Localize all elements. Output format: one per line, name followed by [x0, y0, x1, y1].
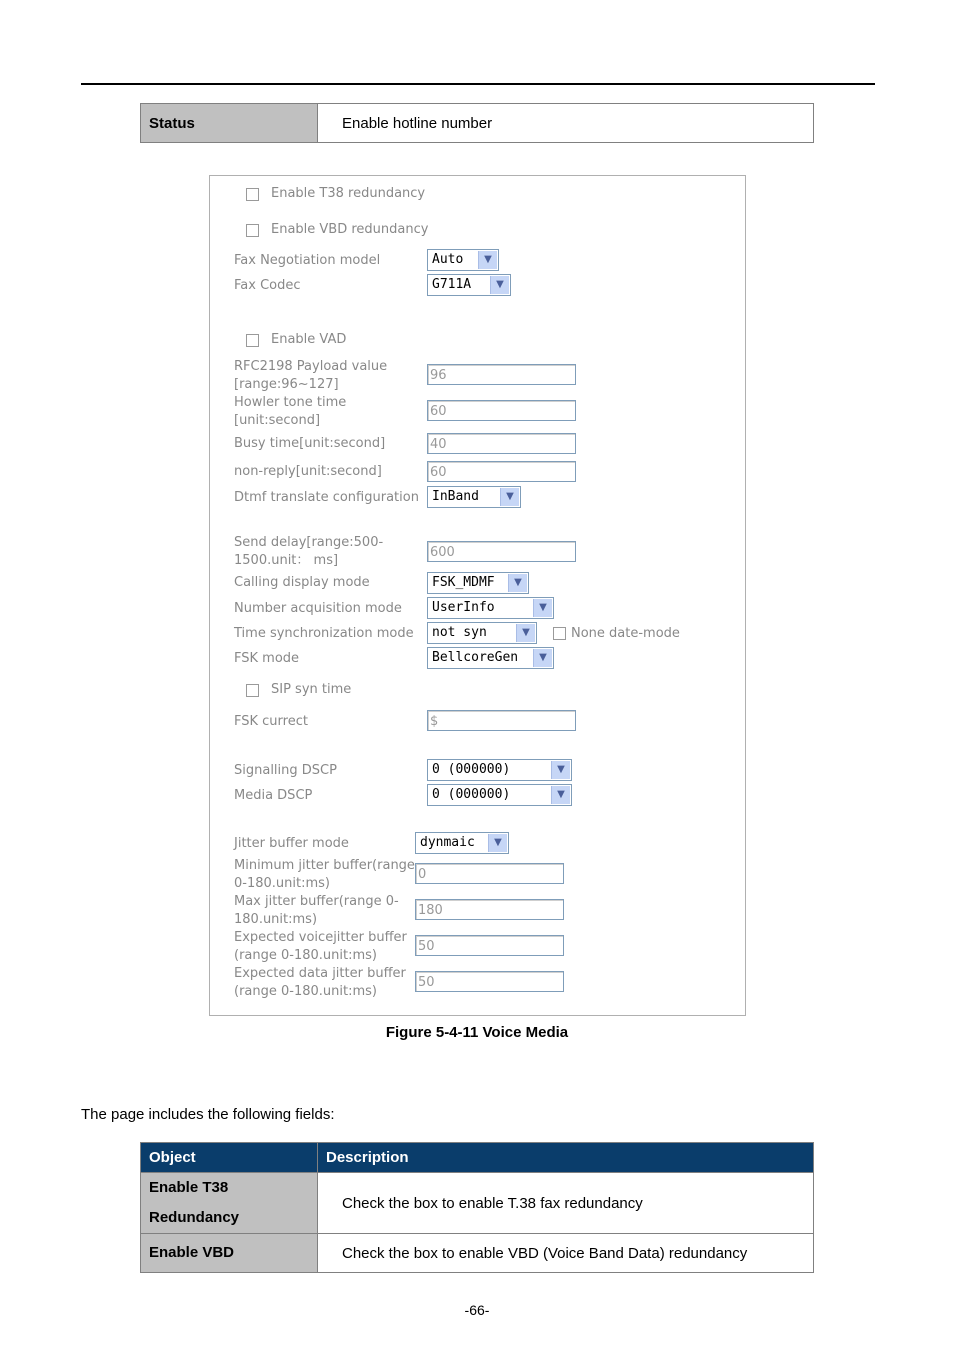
non-reply-input[interactable]: 60 [427, 461, 576, 482]
number-acquisition-select[interactable] [427, 597, 554, 619]
vad-checkbox[interactable] [246, 334, 259, 347]
status-table [140, 103, 814, 143]
chevron-down-icon: ▼ [508, 574, 527, 592]
vbd-checkbox-label: Enable VBD redundancy [271, 222, 429, 237]
rfc2198-label: RFC2198 Payload value [range:96~127] [234, 359, 388, 392]
fax-codec-label: Fax Codec [234, 278, 301, 293]
figure-caption: Figure 5-4-11 Voice Media [385, 1024, 569, 1041]
t38-checkbox-label: Enable T38 redundancy [271, 186, 426, 201]
calling-display-select[interactable] [427, 572, 529, 594]
non-reply-label: non-reply[unit:second] [234, 464, 382, 479]
chevron-down-icon: ▼ [533, 649, 552, 667]
none-date-checkbox[interactable] [553, 627, 566, 640]
expected-data-jitter-input[interactable]: 50 [415, 971, 564, 992]
chevron-down-icon: ▼ [551, 786, 570, 804]
expected-voice-jitter-input[interactable]: 50 [415, 935, 564, 956]
fax-negotiation-label: Fax Negotiation model [234, 253, 381, 268]
jitter-mode-label: Jitter buffer mode [234, 836, 349, 851]
fsk-currect-label: FSK currect [234, 714, 308, 729]
none-date-label: None date-mode [571, 626, 680, 641]
fsk-mode-select[interactable] [427, 647, 554, 669]
number-acquisition-label: Number acquisition mode [234, 601, 402, 616]
signalling-dscp-value: 0 (000000) [432, 762, 511, 777]
sip-syn-checkbox[interactable] [246, 684, 259, 697]
row-description: Check the box to enable VBD (Voice Band Data) redundancy [318, 1234, 814, 1273]
header-rule [81, 83, 875, 85]
chevron-down-icon: ▼ [516, 624, 535, 642]
sip-syn-label: SIP syn time [271, 682, 352, 697]
calling-display-value: FSK_MDMF [432, 575, 495, 590]
send-delay-label: Send delay[range:500- 1500.unit： ms] [234, 535, 384, 568]
table-row [141, 1234, 814, 1273]
media-dscp-label: Media DSCP [234, 788, 313, 803]
media-dscp-select[interactable] [427, 784, 572, 806]
row-object: Enable VBD [141, 1234, 318, 1273]
time-sync-select[interactable] [427, 622, 537, 644]
number-acquisition-value: UserInfo [432, 600, 495, 615]
table-row [141, 1173, 814, 1234]
chevron-down-icon: ▼ [488, 834, 507, 852]
page-number: -66- [464, 1302, 490, 1318]
status-value: Enable hotline number [318, 104, 814, 143]
dtmf-select[interactable] [427, 486, 521, 508]
send-delay-input[interactable]: 600 [427, 541, 576, 562]
header-object: Object [141, 1143, 318, 1173]
vbd-checkbox[interactable] [246, 224, 259, 237]
chevron-down-icon: ▼ [490, 276, 509, 294]
row-object: Enable T38 Redundancy [141, 1173, 318, 1234]
expected-data-jitter-label: Expected data jitter buffer (range 0-180.unit:ms) [234, 966, 406, 999]
fax-codec-select[interactable] [427, 274, 511, 296]
expected-voice-jitter-label: Expected voicejitter buffer (range 0-180.unit:ms) [234, 930, 407, 963]
howler-input[interactable]: 60 [427, 400, 576, 421]
max-jitter-label: Max jitter buffer(range 0- 180.unit:ms) [234, 894, 399, 927]
header-description: Description [318, 1143, 814, 1173]
intro-text: The page includes the following fields: [81, 1106, 335, 1123]
time-sync-value: not syn [432, 625, 487, 640]
jitter-mode-select[interactable] [415, 832, 509, 854]
time-sync-label: Time synchronization mode [234, 626, 414, 641]
chevron-down-icon: ▼ [533, 599, 552, 617]
fax-codec-value: G711A [432, 277, 472, 292]
rfc2198-input[interactable]: 96 [427, 364, 576, 385]
signalling-dscp-select[interactable] [427, 759, 572, 781]
max-jitter-input[interactable]: 180 [415, 899, 564, 920]
dtmf-value: InBand [432, 489, 479, 504]
chevron-down-icon: ▼ [478, 251, 497, 269]
busy-time-input[interactable]: 40 [427, 433, 576, 454]
fsk-mode-value: BellcoreGen [432, 650, 519, 665]
fsk-currect-input[interactable]: $ [427, 710, 576, 731]
fields-table [140, 1142, 814, 1273]
busy-time-label: Busy time[unit:second] [234, 436, 386, 451]
chevron-down-icon: ▼ [500, 488, 519, 506]
min-jitter-label: Minimum jitter buffer(range 0-180.unit:ms) [234, 858, 415, 891]
t38-checkbox[interactable] [246, 188, 259, 201]
row-description: Check the box to enable T.38 fax redundancy [318, 1173, 814, 1234]
min-jitter-input[interactable]: 0 [415, 863, 564, 884]
status-label: Status [141, 104, 318, 143]
calling-display-label: Calling display mode [234, 575, 370, 590]
chevron-down-icon: ▼ [551, 761, 570, 779]
dtmf-label: Dtmf translate configuration [234, 490, 419, 505]
voice-media-screenshot [209, 175, 746, 1016]
media-dscp-value: 0 (000000) [432, 787, 511, 802]
fax-negotiation-value: Auto [432, 252, 464, 267]
vad-checkbox-label: Enable VAD [271, 332, 347, 347]
jitter-mode-value: dynmaic [420, 835, 475, 850]
howler-label: Howler tone time [unit:second] [234, 395, 347, 428]
fax-negotiation-select[interactable] [427, 249, 499, 271]
signalling-dscp-label: Signalling DSCP [234, 763, 337, 778]
fsk-mode-label: FSK mode [234, 651, 300, 666]
